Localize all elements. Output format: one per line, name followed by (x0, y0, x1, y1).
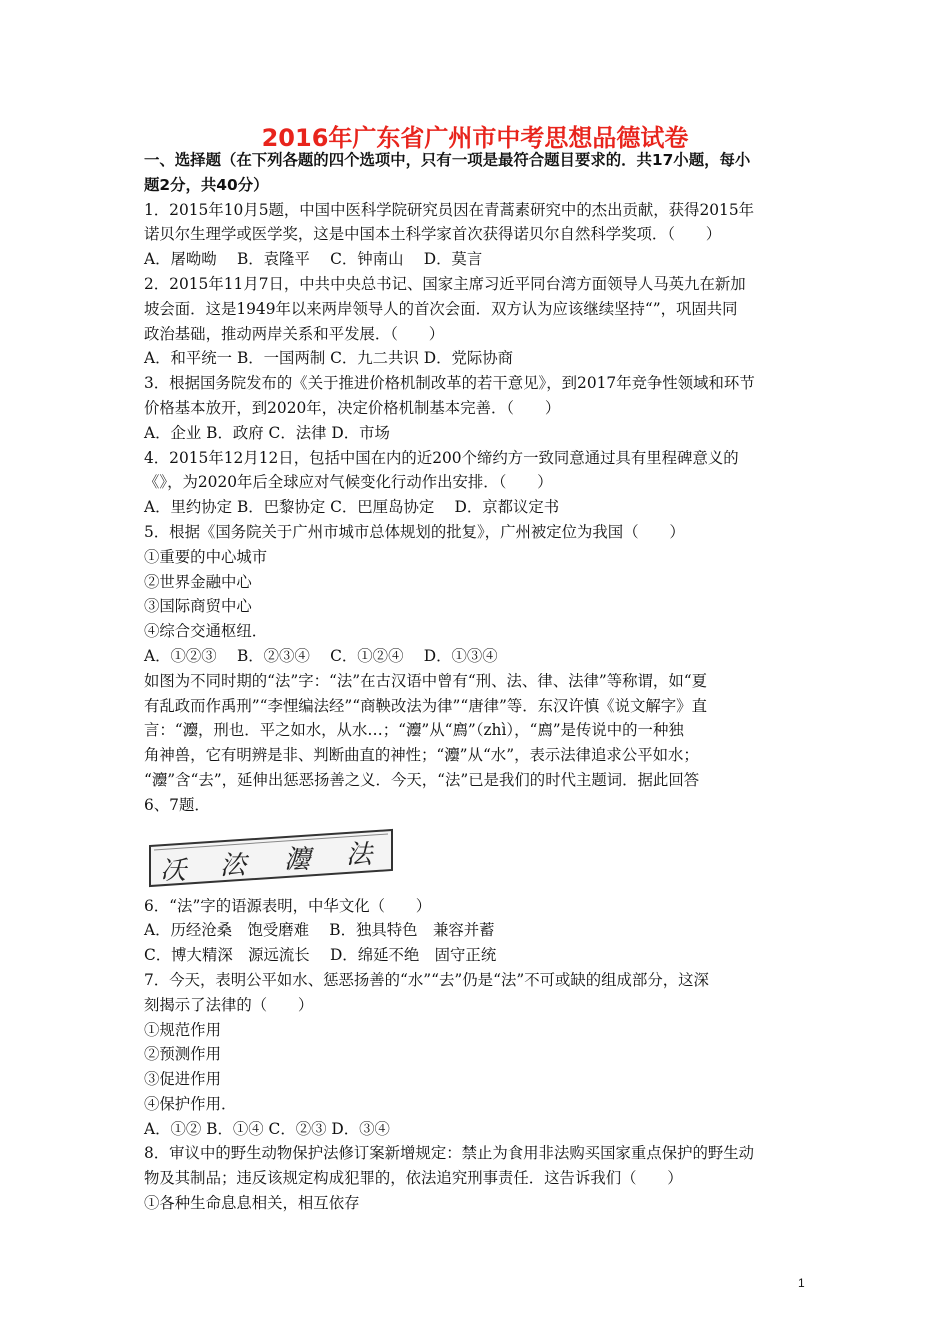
text-line: ④保护作用． (144, 1094, 237, 1113)
text-line: A．历经沧桑 饱受磨难 B．独具特色 兼容并蓄 (144, 921, 495, 940)
text-line: A．企业 B．政府 C．法律 D．市场 (144, 423, 390, 442)
fa-character-figure (146, 826, 396, 888)
text-line: 6、7题． (144, 795, 210, 814)
text-line: ③促进作用 (144, 1070, 221, 1089)
question-block-6-8 (144, 894, 810, 1216)
text-line: 2．2015年11月7日，中共中央总书记、国家主席习近平同台湾方面领导人马英九在新加 (144, 274, 746, 293)
question-block-1-7-intro (144, 198, 810, 818)
text-line: 如图为不同时期的“法”字：“法”在古汉语中曾有“刑、法、律、法律”等称谓，如“夏 (144, 671, 707, 690)
text-line: 1．2015年10月5题，中国中医科学院研究员因在青蒿素研究中的杰出贡献，获得2015年 (144, 200, 755, 219)
text-line: 刻揭示了法律的（ ） (144, 995, 314, 1014)
text-line: 坡会面．这是1949年以来两岸领导人的首次会面．双方认为应该继续坚持“”，巩固共同 (144, 299, 738, 318)
fa-glyph-3: 灋 (284, 844, 311, 875)
text-line: “灋”含“去”，延伸出惩恶扬善之义．今天，“法”已是我们的时代主题词．据此回答 (144, 770, 700, 789)
text-line: 言：“灋，刑也．平之如水，从水…；“灋”从“廌”（zhì），“廌”是传说中的一种独 (144, 721, 684, 740)
exam-content (144, 148, 810, 1216)
text-line: 《》，为2020年后全球应对气候变化行动作出安排．（ ） (144, 473, 553, 492)
text-line: 4．2015年12月12日，包括中国在内的近200个缔约方一致同意通过具有里程碑意义的 (144, 448, 739, 467)
section-heading-line-1: 一、选择题（在下列各题的四个选项中，只有一项是最符合题目要求的．共17小题，每小 (144, 151, 751, 169)
text-line: 政治基础，推动两岸关系和平发展．（ ） (144, 324, 445, 343)
text-line: 诺贝尔生理学或医学奖，这是中国本土科学家首次获得诺贝尔自然科学奖项．（ ） (144, 225, 722, 244)
text-line: 有乱政而作禹刑”“李悝编法经”“商鞅改法为律”“唐律”等．东汉许慎《说文解字》直 (144, 696, 707, 715)
text-line: A．屠呦呦 B．袁隆平 C．钟南山 D．莫言 (144, 250, 483, 269)
text-line: C．博大精深 源远流长 D．绵延不绝 固守正统 (144, 946, 497, 965)
fa-glyph-1: 㓇 (160, 855, 187, 886)
text-line: ②预测作用 (144, 1045, 221, 1064)
text-line: 7．今天，表明公平如水、惩恶扬善的“水”“去”仍是“法”不可或缺的组成部分，这深 (144, 970, 709, 989)
text-line: 6．“法”字的语源表明，中华文化（ ） (144, 896, 432, 915)
text-line: ①重要的中心城市 (144, 547, 268, 566)
text-line: 物及其制品；违反该规定构成犯罪的，依法追究刑事责任．这告诉我们（ ） (144, 1169, 683, 1188)
text-line: A．和平统一 B．一国两制 C．九二共识 D．党际协商 (144, 349, 514, 368)
text-line: 角神兽，它有明辨是非、判断曲直的神性；“灋”从“水”，表示法律追求公平如水； (144, 746, 699, 765)
section-heading-line-2: 题2分，共40分） (144, 175, 269, 194)
text-line: 8．审议中的野生动物保护法修订案新增规定：禁止为食用非法购买国家重点保护的野生动 (144, 1144, 755, 1163)
text-line: ①各种生命息息相关，相互依存 (144, 1194, 360, 1213)
text-line: 3．根据国务院发布的《关于推进价格机制改革的若干意见》，到2017年竞争性领域和环节 (144, 374, 755, 393)
text-line: ③国际商贸中心 (144, 597, 252, 616)
fa-glyph-2: 㳒 (220, 850, 247, 881)
page-number: 1 (798, 1276, 805, 1290)
text-line: A．①② B．①④ C．②③ D．③④ (144, 1119, 390, 1138)
text-line: 5．根据《国务院关于广州市城市总体规划的批复》，广州被定位为我国（ ） (144, 522, 685, 541)
text-line: 价格基本放开，到2020年，决定价格机制基本完善．（ ） (144, 398, 561, 417)
text-line: ④综合交通枢纽． (144, 622, 268, 641)
text-line: A．①②③ B．②③④ C．①②④ D．①③④ (144, 646, 498, 665)
text-line: ②世界金融中心 (144, 572, 252, 591)
exam-title: 2016年广东省广州市中考思想品德试卷 (261, 124, 689, 152)
text-line: ①规范作用 (144, 1020, 221, 1039)
text-line: A．里约协定 B．巴黎协定 C．巴厘岛协定 D．京都议定书 (144, 498, 560, 517)
fa-glyph-4: 法 (346, 839, 373, 870)
